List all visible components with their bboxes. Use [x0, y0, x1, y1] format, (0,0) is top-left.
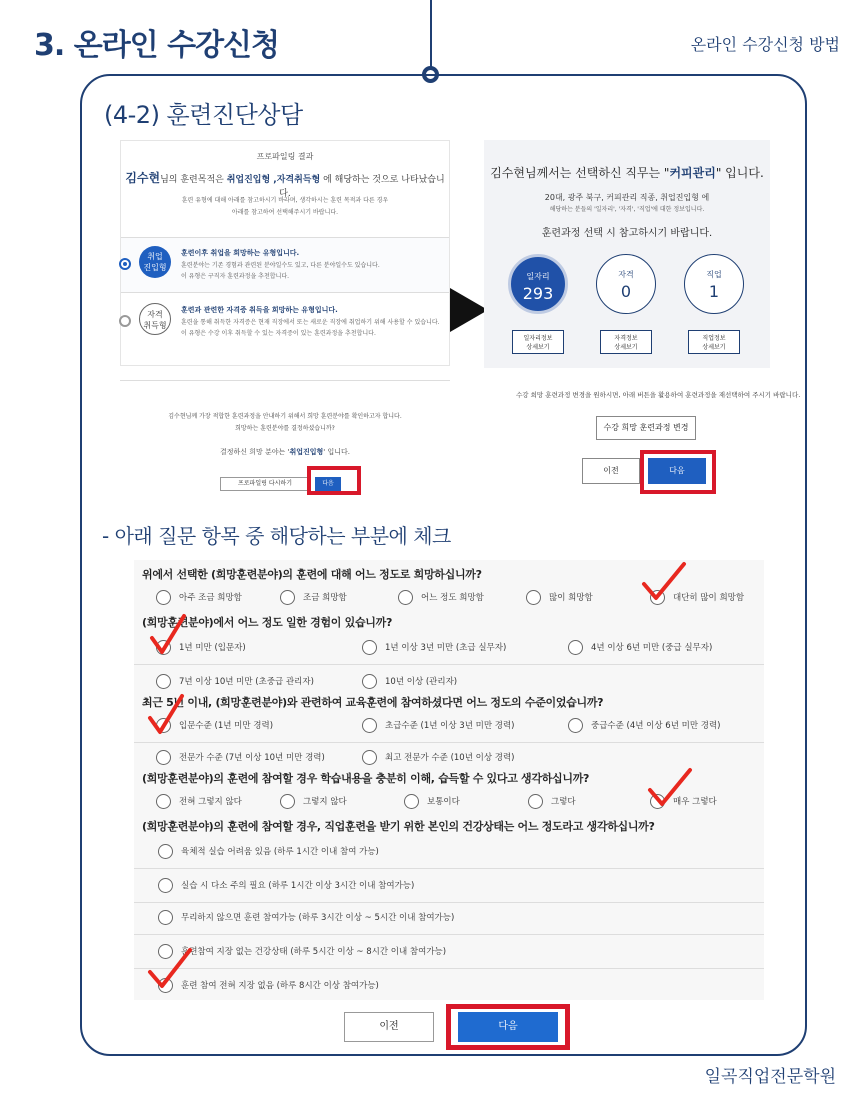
job-heading: 김수현님께서는 선택하신 직무는 "커피관리" 입니다.: [490, 166, 764, 180]
field-confirm-panel: [120, 380, 450, 496]
q2-option[interactable]: 10년 이상 (관리자): [362, 674, 457, 689]
checkmark-icon: [146, 692, 186, 736]
jobs-detail-button[interactable]: 일자리정보 상세보기: [512, 330, 564, 354]
job-info-line: 해당하는 분들의 '일자리', '자격', '직업'에 대한 정보입니다.: [549, 206, 705, 213]
q3-option[interactable]: 입문수준 (1년 미만 경력): [156, 718, 273, 733]
type-option-job[interactable]: [121, 237, 449, 293]
question-2: (희망훈련분야)에서 어느 정도 일한 경험이 있습니까?: [142, 616, 393, 629]
q4-option[interactable]: 매우 그렇다: [650, 794, 717, 809]
q5-option[interactable]: 훈련참여 지장 없는 건강상태 (하루 5시간 이상 ~ 8시간 이내 참여가능): [158, 944, 446, 959]
page-subtitle: 온라인 수강신청 방법: [690, 35, 840, 54]
footer-brand: 일곡직업전문학원: [704, 1067, 836, 1087]
change-course-button[interactable]: 수강 희망 훈련과정 변경: [596, 416, 696, 440]
checkmark-icon: [148, 612, 188, 656]
q3-option[interactable]: 초급수준 (1년 이상 3년 미만 경력): [362, 718, 515, 733]
q4-option[interactable]: 그렇지 않다: [280, 794, 347, 809]
row-divider: [134, 934, 764, 935]
checkmark-icon: [646, 766, 694, 810]
question-1: 위에서 선택한 (희망훈련분야)의 훈련에 대해 어느 정도로 희망하십니까?: [142, 568, 482, 581]
certs-detail-button[interactable]: 자격정보 상세보기: [600, 330, 652, 354]
q3-option[interactable]: 최고 전문가 수준 (10년 이상 경력): [362, 750, 515, 765]
type-option-cert[interactable]: [121, 295, 449, 351]
q5-option[interactable]: 육체적 실습 어려움 있음 (하루 1시간 이내 참여 가능): [158, 844, 379, 859]
page-title: 3. 온라인 수강신청: [34, 28, 280, 63]
type-desc: 훈련분야는 기존 경험과 관련된 분야일수도 있고, 다른 분야일수도 있습니다.: [181, 262, 380, 269]
q3-option[interactable]: 전문가 수준 (7년 이상 10년 미만 경력): [156, 750, 325, 765]
q1-option[interactable]: 많이 희망함: [526, 590, 593, 605]
type-title: 훈련이후 취업을 희망하는 유형입니다.: [181, 249, 300, 257]
q3-option[interactable]: 중급수준 (4년 이상 6년 미만 경력): [568, 718, 721, 733]
type-badge-job: 취업 진입형: [139, 246, 171, 278]
confirm-question: 희망하는 훈련분야를 결정하셨습니까?: [235, 425, 335, 432]
question-5: (희망훈련분야)의 훈련에 참여할 경우, 직업훈련을 받기 위한 본인의 건강상태는 어느 정도라고 생각하십니까?: [142, 820, 655, 833]
row-divider: [134, 664, 764, 665]
job-info-panel: [484, 140, 770, 368]
user-name: 김수현: [125, 171, 161, 185]
q2-option[interactable]: 4년 이상 6년 미만 (중급 실무자): [568, 640, 712, 655]
q2-option[interactable]: 7년 이상 10년 미만 (초중급 관리자): [156, 674, 314, 689]
instruction-text: - 아래 질문 항목 중 해당하는 부분에 체크: [102, 524, 451, 548]
stat-circle-certs: 자격 0: [596, 254, 656, 314]
q1-option[interactable]: 대단히 많이 희망함: [650, 590, 744, 605]
type-desc: 이 유형은 수강 이후 취득할 수 있는 자격증이 있는 훈련과정을 추천합니다.: [181, 330, 376, 337]
type-title: 훈련과 관련한 자격증 취득을 희망하는 유형입니다.: [181, 306, 338, 314]
highlight-box: [446, 1004, 570, 1050]
q2-option[interactable]: 1년 이상 3년 미만 (초급 실무자): [362, 640, 506, 655]
q4-option[interactable]: 전혀 그렇지 않다: [156, 794, 242, 809]
profiling-result-panel: [120, 140, 450, 366]
next-button[interactable]: 다음: [315, 477, 341, 491]
stat-circle-jobs: 일자리 293: [508, 254, 568, 314]
arrow-right-icon: [450, 288, 488, 332]
section-title: (4-2) 훈련진단상담: [104, 101, 303, 129]
highlight-box: [640, 450, 716, 494]
checkmark-icon: [640, 560, 688, 604]
q4-option[interactable]: 보통이다: [404, 794, 460, 809]
row-divider: [134, 742, 764, 743]
summary-text: 님의 훈련목적은: [160, 175, 227, 185]
divider-line: [430, 0, 432, 72]
type-desc: 훈련을 통해 취득한 자격증은 현재 직장에서 또는 새로운 직장에 취업하기 위해 사용할 수 있습니다.: [181, 319, 440, 326]
q1-option[interactable]: 아주 조금 희망함: [156, 590, 242, 605]
radio-unselected[interactable]: [119, 315, 131, 327]
profiling-note-2: 아래를 참고하여 선택해주시기 바랍니다.: [231, 209, 339, 216]
profiling-heading: 프로파일링 결과: [256, 152, 314, 161]
summary-highlight: 취업진입형 ,자격취득형: [226, 175, 321, 185]
question-3: 최근 5년 이내, (희망훈련분야)와 관련하여 교육훈련에 참여하셨다면 어느 정도의 수준이었습니까?: [142, 696, 604, 709]
q2-option[interactable]: 1년 미만 (입문자): [156, 640, 246, 655]
type-badge-cert: 자격 취득형: [139, 303, 171, 335]
q5-option[interactable]: 실습 시 다소 주의 필요 (하루 1시간 이상 3시간 이내 참여가능): [158, 878, 414, 893]
highlight-box: [307, 466, 361, 495]
radio-selected[interactable]: [119, 258, 131, 270]
profiling-note-1: 훈련 유형에 대해 아래를 참고하시기 바라며, 생각하시는 훈련 목적과 다른 경우: [181, 197, 389, 204]
q1-option[interactable]: 조금 희망함: [280, 590, 347, 605]
q4-option[interactable]: 그렇다: [528, 794, 576, 809]
summary-tail: 에 해당하는 것으로 나타났습니다.: [279, 175, 445, 199]
next-button[interactable]: 다음: [648, 458, 706, 484]
q5-option[interactable]: 훈련 참여 전혀 지장 없음 (하루 8시간 이상 참여가능): [158, 978, 379, 993]
prev-button[interactable]: 이전: [582, 458, 640, 484]
q1-option[interactable]: 어느 정도 희망함: [398, 590, 484, 605]
job-info-guide: 훈련과정 선택 시 참고하시기 바랍니다.: [541, 228, 713, 239]
survey-next-button[interactable]: 다음: [458, 1012, 558, 1042]
q5-option[interactable]: 무리하지 않으면 훈련 참여가능 (하루 3시간 이상 ~ 5시간 이내 참여가능): [158, 910, 454, 925]
stat-circle-occupations: 직업 1: [684, 254, 744, 314]
row-divider: [134, 968, 764, 969]
checkmark-icon: [146, 946, 194, 990]
type-desc: 이 유형은 구직자 훈련과정을 추천합니다.: [181, 273, 290, 280]
confirm-text: 김수현님께 가장 적합한 훈련과정을 안내하기 위해서 희망 훈련분야를 확인하고자 합니다.: [168, 413, 402, 420]
confirm-result: 결정하신 희망 분야는 '취업진입형' 입니다.: [220, 448, 350, 456]
question-4: (희망훈련분야)의 훈련에 참여할 경우 학습내용을 충분히 이해, 습득할 수 있다고 생각하십니까?: [142, 772, 590, 785]
change-course-note: 수강 희망 훈련과정 변경을 원하시면, 아래 버튼을 활용하여 훈련과정을 재선택하여 주시기 바랍니다.: [516, 391, 801, 399]
row-divider: [134, 902, 764, 903]
job-info-line: 20대, 광주 북구, 커피관리 직종, 취업진입형 에: [544, 193, 710, 202]
occupations-detail-button[interactable]: 직업정보 상세보기: [688, 330, 740, 354]
survey-prev-button[interactable]: 이전: [344, 1012, 434, 1042]
reprofile-button[interactable]: 프로파일링 다시하기: [220, 477, 310, 491]
row-divider: [134, 868, 764, 869]
